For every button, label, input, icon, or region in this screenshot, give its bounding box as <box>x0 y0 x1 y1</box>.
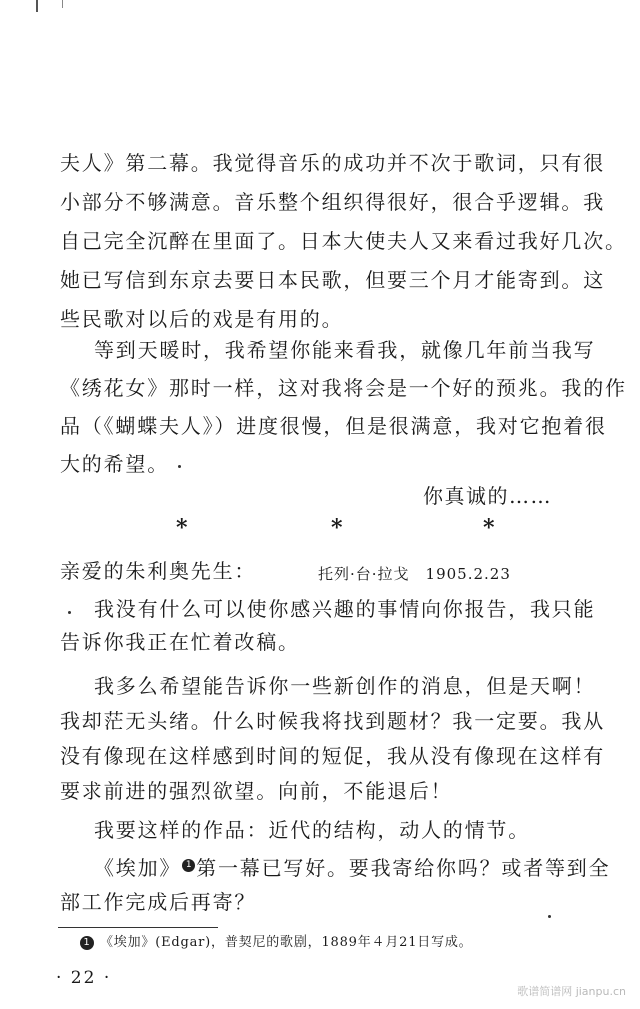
letter2-salutation: 亲爱的朱利奥先生： <box>60 559 257 583</box>
footnote-mark: 1 <box>80 936 94 950</box>
text-line: 告诉你我正在忙着改稿。 <box>60 630 300 654</box>
text-line: 大的希望。 <box>60 452 169 476</box>
text-line: 《绣花女》那时一样，这对我将会是一个好的预兆。我的作 <box>60 376 627 400</box>
section-separator <box>0 516 640 540</box>
text-line: 品（《蝴蝶夫人》）进度很慢，但是很满意，我对它抱着很 <box>60 414 607 438</box>
text-line: 些民歌对以后的戏是有用的。 <box>60 307 344 331</box>
footnote-text: 《埃加》(Edgar)，普契尼的歌剧，1889年４月21日写成。 <box>100 935 473 950</box>
text-line: 我多么希望能告诉你一些新创作的消息，但是天啊！ <box>94 674 596 698</box>
text-line: 自己完全沉醉在里面了。日本大使夫人又来看过我好几次。 <box>60 229 627 253</box>
ink-dot <box>178 465 181 468</box>
separator-star: * <box>331 515 343 541</box>
text-line: 要求前进的强烈欲望。向前，不能退后！ <box>60 779 453 803</box>
text-line: 夫人》第二幕。我觉得音乐的成功并不次于歌词，只有很 <box>60 151 605 175</box>
text-line: 等到天暖时，我希望你能来看我，就像几年前当我写 <box>94 338 596 362</box>
footnote-reference: 1 <box>182 859 195 872</box>
text-line: 她已写信到东京去要日本民歌，但要三个月才能寄到。这 <box>60 268 605 292</box>
text-line: 我要这样的作品：近代的结构，动人的情节。 <box>94 818 530 842</box>
text-line <box>94 853 610 883</box>
ink-dot <box>68 611 71 614</box>
letter2-signature-date: 托列·台·拉戈 1905.2.23 <box>318 565 511 583</box>
letter1-closing: 你真诚的…… <box>423 484 552 508</box>
scan-mark <box>62 0 63 8</box>
page-number: · 22 · <box>56 968 112 988</box>
text-line: 小部分不够满意。音乐整个组织得很好，很合乎逻辑。我 <box>60 190 605 214</box>
ink-dot <box>548 915 551 918</box>
text-segment: 第一幕已写好。要我寄给你吗？或者等到全 <box>196 856 611 880</box>
text-line: 我却茫无头绪。什么时候我将找到题材？我一定要。我从 <box>60 709 605 733</box>
footnote-rule <box>58 927 218 928</box>
text-line: 我没有什么可以使你感兴趣的事情向你报告，我只能 <box>94 597 596 621</box>
separator-star: * <box>176 515 188 541</box>
watermark: 歌谱简谱网 jianpu.cn <box>517 985 626 998</box>
text-line: 没有像现在这样感到时间的短促，我从没有像现在这样有 <box>60 744 605 768</box>
opera-title: 《埃加》 <box>94 856 182 880</box>
text-line: 部工作完成后再寄？ <box>60 890 257 914</box>
separator-star: * <box>483 515 495 541</box>
scan-mark <box>36 0 38 12</box>
footnote <box>80 933 472 953</box>
